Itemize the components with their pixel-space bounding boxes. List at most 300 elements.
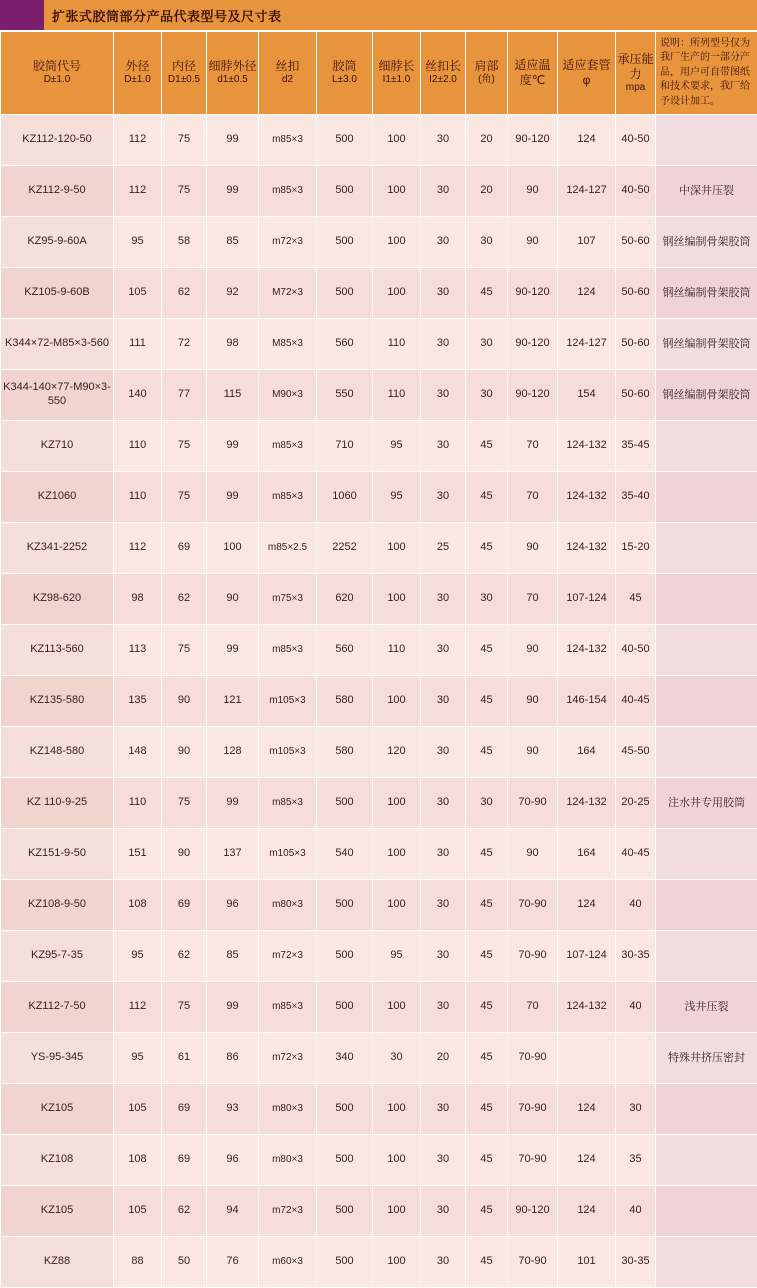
cell-thread: m85×​3: [259, 625, 317, 676]
cell-od: 110: [114, 778, 162, 829]
cell-pressure: 35-40: [616, 472, 656, 523]
cell-neck-len: 100: [373, 880, 421, 931]
table-row: [1, 1237, 757, 1288]
cell-id: 75: [162, 982, 207, 1033]
cell-id: 75: [162, 115, 207, 166]
cell-neck-od: 86: [207, 1033, 259, 1084]
cell-thread: m75×​3: [259, 574, 317, 625]
cell-length: 500: [317, 268, 373, 319]
cell-length: 580: [317, 727, 373, 778]
cell-od: 112: [114, 523, 162, 574]
cell-shoulder: 45: [466, 472, 508, 523]
cell-note: [656, 472, 757, 523]
cell-neck-od: 85: [207, 217, 259, 268]
cell-od: 105: [114, 1084, 162, 1135]
title-accent-block: [0, 0, 44, 30]
cell-pressure: 45-50: [616, 727, 656, 778]
cell-od: 108: [114, 880, 162, 931]
cell-od: 112: [114, 982, 162, 1033]
cell-neck-od: 99: [207, 472, 259, 523]
cell-neck-od: 96: [207, 880, 259, 931]
cell-thread-len: 30: [421, 931, 466, 982]
cell-note: [656, 523, 757, 574]
table-row: [1, 1186, 757, 1237]
cell-casing: 124-132: [558, 625, 616, 676]
cell-thread: M90×​3: [259, 370, 317, 421]
header-temp-label: 适应温度℃: [509, 58, 556, 88]
cell-pressure: 30-35: [616, 931, 656, 982]
header-neck-len: [373, 32, 421, 115]
cell-note: [656, 931, 757, 982]
cell-code: KZ148-​580: [1, 727, 114, 778]
cell-casing: 124: [558, 268, 616, 319]
cell-shoulder: 45: [466, 880, 508, 931]
cell-thread-len: 30: [421, 115, 466, 166]
cell-shoulder: 45: [466, 1033, 508, 1084]
cell-temp: 70-90: [508, 1135, 558, 1186]
cell-code: KZ95-​7-​35: [1, 931, 114, 982]
cell-id: 69: [162, 880, 207, 931]
header-thread-len-sub: I2±2.0: [422, 74, 464, 87]
cell-pressure: 40: [616, 1186, 656, 1237]
table-header: [1, 32, 757, 115]
cell-id: 75: [162, 166, 207, 217]
cell-thread: M72×​3: [259, 268, 317, 319]
table-row: [1, 931, 757, 982]
cell-note: [656, 421, 757, 472]
cell-pressure: 40-50: [616, 115, 656, 166]
cell-pressure: 40: [616, 880, 656, 931]
cell-note: 钢丝编制骨架胶筒: [656, 217, 757, 268]
cell-shoulder: 30: [466, 778, 508, 829]
header-length: [317, 32, 373, 115]
cell-code: KZ95-​9-​60A: [1, 217, 114, 268]
header-thread-len: [421, 32, 466, 115]
cell-id: 69: [162, 1084, 207, 1135]
cell-note: [656, 1186, 757, 1237]
cell-id: 50: [162, 1237, 207, 1288]
cell-code: YS-​95-​345: [1, 1033, 114, 1084]
table-row: [1, 574, 757, 625]
cell-code: KZ113-​560: [1, 625, 114, 676]
cell-od: 108: [114, 1135, 162, 1186]
cell-id: 90: [162, 829, 207, 880]
cell-neck-len: 100: [373, 115, 421, 166]
cell-pressure: 35-45: [616, 421, 656, 472]
cell-note: 钢丝编制骨架胶筒: [656, 268, 757, 319]
cell-temp: 70: [508, 982, 558, 1033]
spec-table: [0, 31, 757, 1288]
cell-length: 500: [317, 880, 373, 931]
cell-length: 540: [317, 829, 373, 880]
cell-temp: 90-120: [508, 319, 558, 370]
cell-casing: 124-127: [558, 319, 616, 370]
cell-shoulder: 45: [466, 829, 508, 880]
cell-shoulder: 45: [466, 676, 508, 727]
cell-length: 560: [317, 625, 373, 676]
cell-shoulder: 45: [466, 523, 508, 574]
cell-casing: 124: [558, 1084, 616, 1135]
cell-pressure: 50-60: [616, 268, 656, 319]
cell-code: KZ151-​9-​50: [1, 829, 114, 880]
cell-id: 62: [162, 1186, 207, 1237]
cell-neck-od: 96: [207, 1135, 259, 1186]
cell-thread-len: 30: [421, 1084, 466, 1135]
header-neck-od: [207, 32, 259, 115]
cell-code: KZ135-​580: [1, 676, 114, 727]
cell-od: 105: [114, 1186, 162, 1237]
cell-pressure: 50-60: [616, 370, 656, 421]
cell-thread: m105×​3: [259, 829, 317, 880]
cell-length: 500: [317, 778, 373, 829]
table-row: [1, 1135, 757, 1186]
cell-neck-len: 100: [373, 982, 421, 1033]
cell-length: 2252: [317, 523, 373, 574]
cell-thread: m72×​3: [259, 1186, 317, 1237]
cell-code: K344×​72-​M85×​3-​560: [1, 319, 114, 370]
cell-shoulder: 20: [466, 166, 508, 217]
cell-note: [656, 574, 757, 625]
cell-temp: 70: [508, 421, 558, 472]
cell-thread-len: 30: [421, 1237, 466, 1288]
title-bar: [0, 0, 757, 31]
cell-thread: m85×​3: [259, 115, 317, 166]
table-body: [1, 115, 757, 1288]
cell-length: 710: [317, 421, 373, 472]
cell-neck-len: 100: [373, 1186, 421, 1237]
cell-temp: 70-90: [508, 1237, 558, 1288]
cell-id: 90: [162, 676, 207, 727]
cell-thread: m80×​3: [259, 1084, 317, 1135]
header-casing-label: 适应套管φ: [559, 58, 614, 88]
cell-pressure: 15-20: [616, 523, 656, 574]
cell-length: 500: [317, 1135, 373, 1186]
cell-id: 90: [162, 727, 207, 778]
cell-thread-len: 30: [421, 319, 466, 370]
cell-temp: 70-90: [508, 1033, 558, 1084]
cell-thread-len: 30: [421, 625, 466, 676]
cell-note: 中深井压裂: [656, 166, 757, 217]
cell-pressure: 30: [616, 1084, 656, 1135]
cell-temp: 70: [508, 472, 558, 523]
cell-code: KZ108-​9-​50: [1, 880, 114, 931]
header-od-label: 外径: [115, 59, 160, 74]
header-neck-od-sub: d1±0.5: [208, 74, 257, 87]
cell-shoulder: 45: [466, 625, 508, 676]
cell-temp: 90-120: [508, 115, 558, 166]
cell-length: 560: [317, 319, 373, 370]
table-row: [1, 982, 757, 1033]
cell-neck-len: 30: [373, 1033, 421, 1084]
cell-shoulder: 45: [466, 268, 508, 319]
cell-casing: 124-132: [558, 523, 616, 574]
header-neck-len-label: 细脖长: [374, 59, 419, 74]
cell-pressure: 50-60: [616, 217, 656, 268]
cell-temp: 90: [508, 829, 558, 880]
cell-thread-len: 25: [421, 523, 466, 574]
cell-thread: m85×​3: [259, 778, 317, 829]
cell-thread: m80×​3: [259, 1135, 317, 1186]
cell-shoulder: 45: [466, 1135, 508, 1186]
cell-thread-len: 30: [421, 217, 466, 268]
cell-casing: 124: [558, 1186, 616, 1237]
cell-temp: 70-90: [508, 778, 558, 829]
cell-thread-len: 30: [421, 268, 466, 319]
cell-neck-len: 100: [373, 1237, 421, 1288]
cell-length: 500: [317, 931, 373, 982]
cell-code: KZ112-​120-​50: [1, 115, 114, 166]
cell-neck-len: 100: [373, 217, 421, 268]
cell-neck-od: 100: [207, 523, 259, 574]
header-id-label: 内径: [163, 59, 205, 74]
header-thread-label: 丝扣: [260, 59, 315, 74]
cell-casing: 107-124: [558, 931, 616, 982]
cell-id: 62: [162, 931, 207, 982]
cell-pressure: 40-45: [616, 676, 656, 727]
header-casing: [558, 32, 616, 115]
cell-thread-len: 20: [421, 1033, 466, 1084]
cell-casing: 107: [558, 217, 616, 268]
header-neck-len-sub: I1±1.0: [374, 74, 419, 87]
cell-neck-len: 95: [373, 472, 421, 523]
cell-note: 特殊井挤压密封: [656, 1033, 757, 1084]
cell-casing: 124-132: [558, 982, 616, 1033]
cell-neck-len: 110: [373, 319, 421, 370]
cell-temp: 90: [508, 166, 558, 217]
cell-shoulder: 30: [466, 217, 508, 268]
cell-code: KZ710: [1, 421, 114, 472]
cell-neck-len: 120: [373, 727, 421, 778]
cell-casing: 164: [558, 727, 616, 778]
cell-code: KZ88: [1, 1237, 114, 1288]
cell-thread: m85×​3: [259, 421, 317, 472]
cell-id: 62: [162, 268, 207, 319]
cell-neck-od: 76: [207, 1237, 259, 1288]
header-shoulder-label: 肩部: [467, 59, 506, 74]
cell-casing: 146-154: [558, 676, 616, 727]
cell-neck-len: 95: [373, 421, 421, 472]
cell-thread-len: 30: [421, 829, 466, 880]
cell-thread: M85×​3: [259, 319, 317, 370]
table-row: [1, 166, 757, 217]
cell-note: 钢丝编制骨架胶筒: [656, 370, 757, 421]
cell-neck-od: 99: [207, 421, 259, 472]
cell-shoulder: 30: [466, 574, 508, 625]
cell-shoulder: 30: [466, 319, 508, 370]
cell-casing: 124-132: [558, 778, 616, 829]
header-code-sub: D±1.0: [2, 74, 112, 87]
cell-thread-len: 30: [421, 166, 466, 217]
cell-od: 95: [114, 1033, 162, 1084]
cell-note: [656, 625, 757, 676]
table-row: [1, 217, 757, 268]
cell-temp: 70-90: [508, 1084, 558, 1135]
cell-od: 111: [114, 319, 162, 370]
cell-thread: m85×​3: [259, 982, 317, 1033]
cell-neck-len: 100: [373, 676, 421, 727]
cell-od: 112: [114, 166, 162, 217]
cell-od: 110: [114, 472, 162, 523]
header-temp: [508, 32, 558, 115]
cell-code: KZ 110-​9-​25: [1, 778, 114, 829]
cell-length: 500: [317, 1186, 373, 1237]
cell-neck-od: 128: [207, 727, 259, 778]
cell-temp: 70-90: [508, 931, 558, 982]
cell-neck-od: 94: [207, 1186, 259, 1237]
cell-code: KZ1060: [1, 472, 114, 523]
cell-thread-len: 30: [421, 880, 466, 931]
cell-neck-od: 85: [207, 931, 259, 982]
table-row: [1, 625, 757, 676]
cell-thread-len: 30: [421, 676, 466, 727]
header-neck-od-label: 细脖外径: [208, 59, 257, 74]
cell-temp: 70-90: [508, 880, 558, 931]
cell-od: 140: [114, 370, 162, 421]
cell-note: 浅井压裂: [656, 982, 757, 1033]
cell-casing: 101: [558, 1237, 616, 1288]
cell-temp: 90: [508, 727, 558, 778]
header-thread: [259, 32, 317, 115]
cell-note: [656, 115, 757, 166]
cell-shoulder: 30: [466, 370, 508, 421]
cell-length: 550: [317, 370, 373, 421]
cell-thread-len: 30: [421, 1186, 466, 1237]
cell-shoulder: 45: [466, 931, 508, 982]
cell-shoulder: 45: [466, 727, 508, 778]
header-id: [162, 32, 207, 115]
cell-casing: 124-132: [558, 472, 616, 523]
cell-thread: m85×​3: [259, 472, 317, 523]
cell-od: 88: [114, 1237, 162, 1288]
cell-casing: 124: [558, 880, 616, 931]
cell-pressure: 40-50: [616, 625, 656, 676]
cell-neck-len: 100: [373, 574, 421, 625]
cell-neck-len: 110: [373, 625, 421, 676]
cell-neck-len: 100: [373, 778, 421, 829]
cell-id: 77: [162, 370, 207, 421]
table-row: [1, 880, 757, 931]
cell-temp: 90-120: [508, 1186, 558, 1237]
cell-thread: m80×​3: [259, 880, 317, 931]
cell-temp: 90: [508, 217, 558, 268]
header-row: [1, 32, 757, 115]
header-pressure-sub: mpa: [617, 82, 654, 95]
cell-neck-len: 100: [373, 1135, 421, 1186]
table-row: [1, 1033, 757, 1084]
cell-thread-len: 30: [421, 421, 466, 472]
cell-casing: 164: [558, 829, 616, 880]
cell-code: KZ105: [1, 1084, 114, 1135]
cell-length: 340: [317, 1033, 373, 1084]
cell-od: 151: [114, 829, 162, 880]
cell-neck-len: 100: [373, 523, 421, 574]
cell-od: 105: [114, 268, 162, 319]
cell-thread: m85×​2.5: [259, 523, 317, 574]
header-shoulder: [466, 32, 508, 115]
cell-code: KZ105: [1, 1186, 114, 1237]
cell-casing: 124: [558, 115, 616, 166]
cell-note: 注水井专用胶筒: [656, 778, 757, 829]
cell-od: 113: [114, 625, 162, 676]
cell-shoulder: 45: [466, 1084, 508, 1135]
cell-neck-len: 100: [373, 1084, 421, 1135]
cell-pressure: 40-50: [616, 166, 656, 217]
cell-temp: 90: [508, 625, 558, 676]
cell-neck-od: 121: [207, 676, 259, 727]
cell-od: 135: [114, 676, 162, 727]
cell-temp: 90-120: [508, 268, 558, 319]
cell-thread-len: 30: [421, 472, 466, 523]
cell-thread-len: 30: [421, 778, 466, 829]
cell-note: [656, 676, 757, 727]
cell-pressure: [616, 1033, 656, 1084]
table-row: [1, 523, 757, 574]
cell-thread: m105×​3: [259, 727, 317, 778]
cell-od: 98: [114, 574, 162, 625]
table-row: [1, 727, 757, 778]
cell-casing: 154: [558, 370, 616, 421]
header-length-label: 胶筒: [318, 59, 371, 74]
cell-length: 620: [317, 574, 373, 625]
cell-note: [656, 880, 757, 931]
cell-id: 62: [162, 574, 207, 625]
cell-note: [656, 1135, 757, 1186]
cell-temp: 70: [508, 574, 558, 625]
cell-pressure: 30-35: [616, 1237, 656, 1288]
cell-temp: 90: [508, 676, 558, 727]
header-od-sub: D±1.0: [115, 74, 160, 87]
cell-neck-len: 110: [373, 370, 421, 421]
header-code-label: 胶筒代号: [2, 59, 112, 74]
cell-thread-len: 30: [421, 982, 466, 1033]
cell-code: K344-​140×​77-​M90×​3-​550: [1, 370, 114, 421]
cell-od: 148: [114, 727, 162, 778]
cell-id: 69: [162, 523, 207, 574]
cell-neck-len: 100: [373, 268, 421, 319]
cell-note: [656, 727, 757, 778]
cell-neck-od: 137: [207, 829, 259, 880]
cell-neck-od: 99: [207, 778, 259, 829]
cell-id: 75: [162, 625, 207, 676]
cell-shoulder: 20: [466, 115, 508, 166]
cell-neck-len: 100: [373, 829, 421, 880]
cell-id: 75: [162, 778, 207, 829]
cell-length: 500: [317, 982, 373, 1033]
cell-id: 75: [162, 421, 207, 472]
cell-casing: 124-132: [558, 421, 616, 472]
cell-code: KZ98-​620: [1, 574, 114, 625]
header-shoulder-sub: (角): [467, 74, 506, 87]
cell-id: 69: [162, 1135, 207, 1186]
cell-thread: m85×​3: [259, 166, 317, 217]
cell-thread-len: 30: [421, 727, 466, 778]
header-thread-len-label: 丝扣长: [422, 59, 464, 74]
cell-shoulder: 45: [466, 1186, 508, 1237]
table-row: [1, 472, 757, 523]
header-length-sub: L±3.0: [318, 74, 371, 87]
cell-od: 95: [114, 931, 162, 982]
cell-length: 500: [317, 1084, 373, 1135]
cell-neck-od: 99: [207, 166, 259, 217]
cell-note: [656, 1237, 757, 1288]
cell-thread-len: 30: [421, 370, 466, 421]
cell-neck-od: 90: [207, 574, 259, 625]
table-row: [1, 370, 757, 421]
cell-casing: 107-124: [558, 574, 616, 625]
cell-id: 72: [162, 319, 207, 370]
cell-thread-len: 30: [421, 574, 466, 625]
cell-thread: m105×​3: [259, 676, 317, 727]
